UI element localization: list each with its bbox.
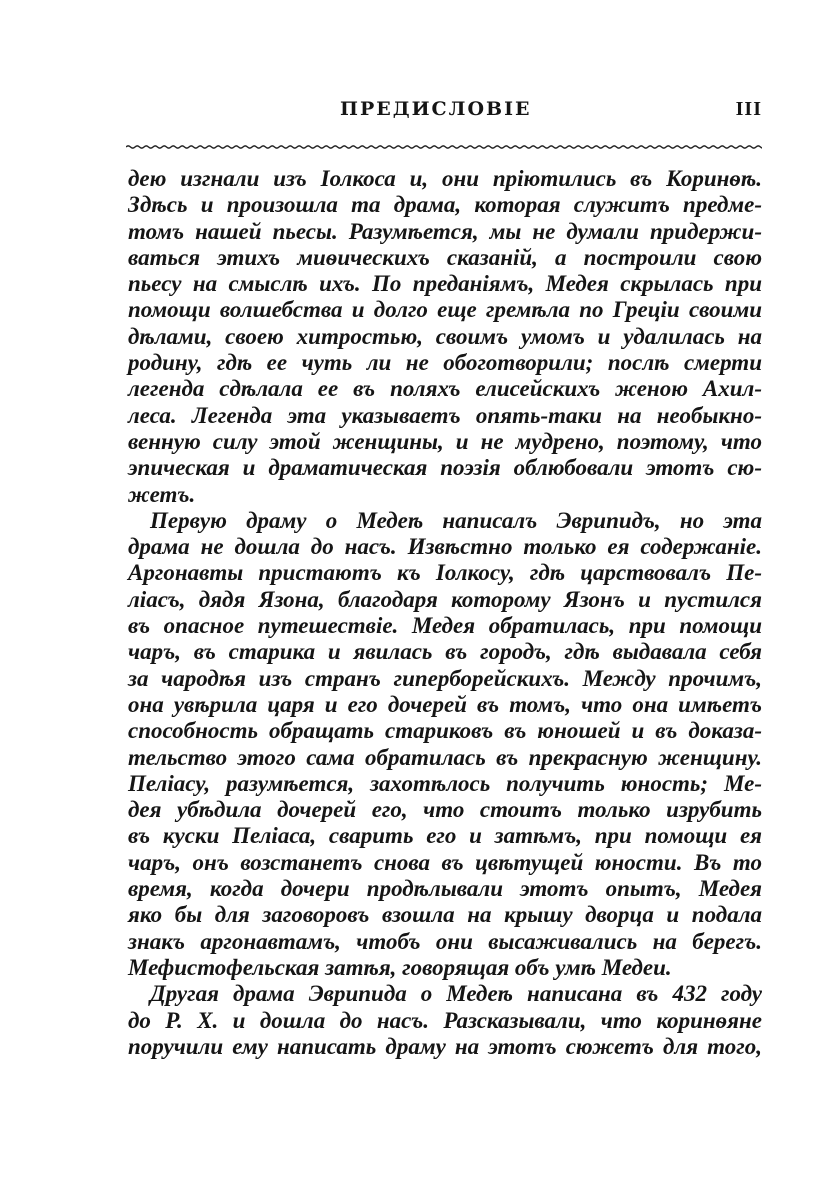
text-line: Мефистофельская затѣя, говорящая объ умѣ Медеи. [128, 954, 672, 980]
text-line: легенда сдѣлала ее въ поляхъ елисейскихъ женою Ахил- [128, 376, 762, 402]
text-line: Аргонавты пристаютъ къ Іолкосу, гдѣ царствовалъ Пе- [128, 560, 762, 586]
text-line: жетъ. [128, 481, 196, 507]
text-line: помощи волшебства и долго еще гремѣла по Греціи своими [128, 297, 762, 323]
text-line: дѣлами, своею хитростью, своимъ умомъ и удалилась на [128, 323, 762, 349]
text-line: до Р. Х. и дошла до насъ. Разсказывали, что коринѳяне [128, 1007, 762, 1033]
text-line: Здѣсь и произошла та драма, которая служитъ предме- [128, 192, 762, 218]
text-line: дею изгнали изъ Іолкоса и, они пріютились въ Коринѳѣ. [128, 166, 762, 191]
text-line: чаръ, онъ возстанетъ снова въ цвѣтущей юности. Въ то [128, 849, 762, 875]
text-line: яко бы для заговоровъ взошла на крышу дворца и подала [128, 902, 762, 928]
paragraph-2 [128, 508, 762, 981]
text-line: дея убѣдила дочерей его, что стоитъ только изрубить [128, 797, 762, 823]
text-line: ліасъ, дядя Язона, благодаря которому Язонъ и пустился [128, 586, 762, 612]
text-line: леса. Легенда эта указываетъ опять-таки на необыкно- [128, 402, 762, 428]
text-line: тельство этого сама обратилась въ прекрасную женщину. [128, 744, 762, 770]
text-line: Другая драма Эврипида о Медеѣ написана въ 432 году [150, 981, 762, 1007]
text-line: родину, гдѣ ее чуть ли не обоготворили; послѣ смерти [128, 350, 762, 376]
wavy-rule-divider [126, 141, 762, 153]
text-line: время, когда дочери продѣлывали этотъ опытъ, Медея [128, 876, 762, 902]
text-line: пьесу на смыслѣ ихъ. По преданіямъ, Медея скрылась при [128, 271, 762, 297]
running-head [130, 96, 762, 126]
text-line: за чародѣя изъ странъ гиперборейскихъ. Между прочимъ, [128, 665, 762, 691]
text-line: въ опасное путешествіе. Медея обратилась, при помощи [128, 613, 762, 639]
text-line: венную силу этой женщины, и не мудрено, поэтому, что [128, 428, 762, 454]
paragraph-1 [128, 166, 762, 508]
text-line: Первую драму о Медеѣ написалъ Эврипидъ, но эта [150, 507, 762, 533]
text-line: эпическая и драматическая поэзія облюбовали этотъ сю- [128, 455, 762, 481]
page-number: III [735, 98, 762, 120]
text-line: знакъ аргонавтамъ, чтобъ они высаживались на берегъ. [128, 928, 762, 954]
text-line: она увѣрила царя и его дочерей въ томъ, что она имѣетъ [128, 691, 762, 717]
text-line: Пеліасу, разумѣется, захотѣлось получить юность; Ме- [128, 770, 762, 796]
body-text [128, 166, 762, 1060]
text-line: въ куски Пеліаса, сварить его и затѣмъ, при помощи ея [128, 823, 762, 849]
text-line: томъ нашей пьесы. Разумѣется, мы не думали придержи- [128, 218, 762, 244]
text-line: чаръ, въ старика и явилась въ городъ, гдѣ выдавала себя [128, 639, 762, 665]
text-line: поручили ему написать драму на этотъ сюжетъ для того, [128, 1033, 762, 1059]
paragraph-3 [128, 981, 762, 1060]
text-line: драма не дошла до насъ. Извѣстно только ея содержаніе. [128, 534, 762, 560]
text-line: ваться этихъ миѳическихъ сказаній, а построили свою [128, 244, 762, 270]
running-title: ПРЕДИСЛОВІЕ [340, 98, 532, 120]
text-line: способность обращать стариковъ въ юношей и въ доказа- [128, 718, 762, 744]
